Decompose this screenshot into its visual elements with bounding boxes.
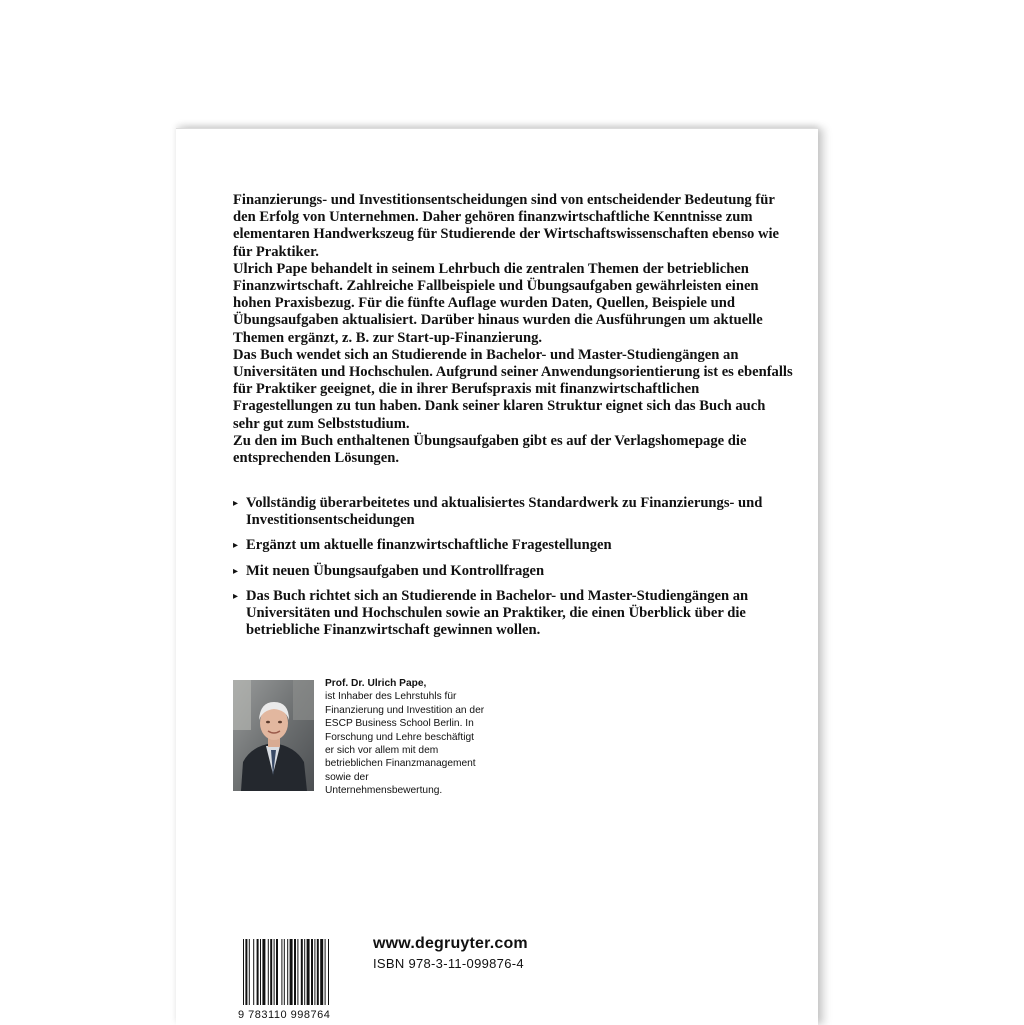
barcode-bar bbox=[245, 939, 247, 1005]
barcode-bar bbox=[317, 939, 319, 1005]
barcode-bar bbox=[268, 939, 269, 1005]
barcode-bar bbox=[249, 939, 250, 1005]
feature-item bbox=[233, 495, 793, 529]
blurb-paragraph: Zu den im Buch enthaltenen Übungsaufgaben gibt es auf der Verlagshomepage die entsprechenden Lösungen. bbox=[233, 432, 747, 467]
barcode-bar bbox=[276, 939, 278, 1005]
barcode-bar bbox=[262, 939, 265, 1005]
barcode-bar bbox=[301, 939, 303, 1005]
author-description: ist Inhaber des Lehrstuhls für Finanzierung und Investition an der ESCP Business School Berlin. In Forschung und Lehre beschäftigt er sich vor allem mit dem betrieblichen Finanzmanagement sowie der Unternehmensbewertung. bbox=[325, 691, 485, 797]
book-back-cover bbox=[176, 128, 818, 1025]
barcode-bar bbox=[274, 939, 275, 1005]
barcode-bar bbox=[270, 939, 272, 1005]
barcode-bar bbox=[281, 939, 282, 1005]
feature-item bbox=[233, 563, 793, 580]
bullet-triangle-icon: ▸ bbox=[233, 498, 239, 509]
feature-list bbox=[233, 495, 793, 647]
publisher-url[interactable]: www.degruyter.com bbox=[373, 935, 528, 952]
blurb-paragraph: Ulrich Pape behandelt in seinem Lehrbuch die zentralen Themen der betrieblichen Finanzwirtschaft. Zahlreiche Fallbeispiele und Übungsaufgaben gewährleisten einen hohen Praxisbezug. Für die fünfte Auflage wurden Daten, Quellen, Beispiele und Übungsaufgaben aktualisiert. Darüber hinaus wurden die Ausführungen um aktuelle Themen ergänzt, z. B. zur Start-up-Finanzierung. bbox=[233, 260, 763, 346]
feature-item-text: Vollständig überarbeitetes und aktualisiertes Standardwerk zu Finanzierungs- und Investitionsentscheidungen bbox=[246, 495, 763, 529]
blurb-text bbox=[233, 192, 793, 467]
author-bio bbox=[325, 677, 485, 798]
barcode-bar bbox=[260, 939, 261, 1005]
barcode-bar bbox=[304, 939, 305, 1005]
barcode-bar bbox=[307, 939, 310, 1005]
barcode-bar bbox=[287, 939, 288, 1005]
barcode-bar bbox=[294, 939, 296, 1005]
author-name: Prof. Dr. Ulrich Pape, bbox=[325, 678, 427, 689]
bullet-triangle-icon: ▸ bbox=[233, 590, 239, 602]
barcode-bars bbox=[243, 939, 355, 1007]
barcode-bar bbox=[314, 939, 315, 1005]
blurb-paragraph: Finanzierungs- und Investitionsentscheidungen sind von entscheidender Bedeutung für den Erfolg von Unternehmen. Daher gehören finanzwirtschaftliche Kenntnisse zum elementaren Handwerkszeug für Studierende der Wirtschaftswissenschaften ebenso wie für Praktiker. bbox=[233, 192, 780, 260]
barcode-bar bbox=[328, 939, 329, 1005]
barcode bbox=[238, 939, 358, 1025]
bullet-triangle-icon: ▸ bbox=[233, 565, 239, 577]
barcode-bar bbox=[284, 939, 285, 1005]
barcode-bar bbox=[311, 939, 313, 1005]
blurb-paragraph: Das Buch wendet sich an Studierende in Bachelor- und Master-Studiengängen an Universitäten und Hochschulen. Aufgrund seiner Anwendungsorientierung ist es ebenfalls für Praktiker geeignet, die in ihrer Berufspraxis mit finanzwirtschaftlichen Fragestellungen zu tun haben. Dank seiner klaren Struktur eignet sich das Buch auch sehr gut zum Selbststudium. bbox=[233, 346, 793, 432]
barcode-number: 9 783110 998764 bbox=[238, 1009, 331, 1021]
isbn-label: ISBN 978-3-11-099876-4 bbox=[373, 956, 524, 971]
feature-item bbox=[233, 537, 793, 554]
barcode-bar bbox=[297, 939, 298, 1005]
bullet-triangle-icon: ▸ bbox=[233, 540, 239, 552]
barcode-bar bbox=[257, 939, 259, 1005]
barcode-bar bbox=[253, 939, 254, 1005]
barcode-bar bbox=[243, 939, 244, 1005]
barcode-bar bbox=[325, 939, 326, 1005]
feature-item bbox=[233, 588, 793, 640]
feature-item-text: Mit neuen Übungsaufgaben und Kontrollfragen bbox=[246, 562, 545, 579]
barcode-bar bbox=[290, 939, 293, 1005]
barcode-bar bbox=[320, 939, 323, 1005]
feature-item-text: Ergänzt um aktuelle finanzwirtschaftliche Fragestellungen bbox=[246, 537, 612, 554]
author-photo bbox=[233, 680, 314, 791]
feature-item-text: Das Buch richtet sich an Studierende in Bachelor- und Master-Studiengängen an Universitäten und Hochschulen sowie an Praktiker, die einen Überblick über die betriebliche Finanzwirtschaft gewinnen wollen. bbox=[246, 587, 749, 639]
